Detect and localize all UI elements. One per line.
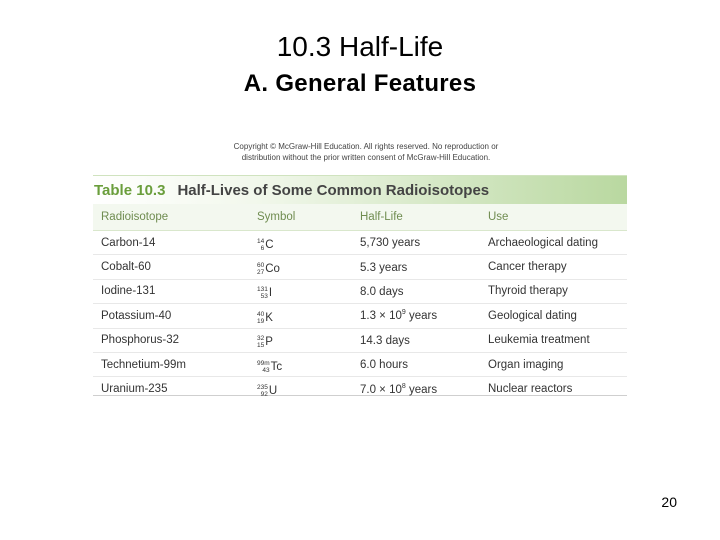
half-life-value bbox=[352, 328, 480, 352]
half-life-exponent: 9 bbox=[401, 309, 406, 317]
half-life-base: 14.3 days bbox=[360, 334, 410, 347]
isotope-use: Geological dating bbox=[480, 304, 627, 328]
isotope-name: Phosphorus-32 bbox=[93, 328, 249, 352]
half-life-value bbox=[352, 231, 480, 255]
mass-number: 131 bbox=[257, 286, 268, 294]
isotope-symbol bbox=[249, 377, 352, 401]
mass-number: 14 bbox=[257, 237, 265, 245]
isotope-symbol bbox=[249, 328, 352, 352]
isotope-use: Organ imaging bbox=[480, 352, 627, 376]
table-number: Table 10.3 bbox=[94, 181, 166, 199]
copyright-line: distribution without the prior written consent of McGraw-Hill Education. bbox=[241, 153, 491, 162]
table-row bbox=[93, 231, 627, 255]
half-life-base: 8.0 days bbox=[360, 285, 404, 298]
isotope-name: Potassium-40 bbox=[93, 304, 249, 328]
isotope-name: Cobalt-60 bbox=[93, 255, 249, 279]
isotope-use: Nuclear reactors bbox=[488, 383, 573, 396]
isotope-use: Cancer therapy bbox=[480, 255, 627, 279]
half-life-base: 5.3 years bbox=[360, 261, 408, 274]
mass-number: 235 bbox=[257, 384, 268, 392]
isotope-symbol bbox=[249, 304, 352, 328]
table-caption bbox=[93, 175, 627, 204]
slide-title: 10.3 Half-Life bbox=[276, 31, 444, 62]
atomic-number: 27 bbox=[257, 269, 265, 277]
atomic-number: 92 bbox=[260, 391, 268, 399]
element-symbol: U bbox=[268, 385, 278, 398]
table-header-row bbox=[93, 204, 627, 231]
table-row bbox=[93, 255, 627, 279]
element-symbol: Tc bbox=[270, 360, 283, 373]
atomic-number: 15 bbox=[257, 342, 265, 350]
table-row bbox=[93, 352, 627, 376]
half-life-unit: years bbox=[405, 383, 438, 396]
half-life-base: 1.3 × 10 bbox=[360, 310, 402, 323]
table-row bbox=[93, 304, 627, 328]
column-header: Half-Life bbox=[352, 204, 480, 231]
element-symbol: Co bbox=[265, 263, 280, 276]
copyright-line: Copyright © McGraw-Hill Education. All rights reserved. No reproduction or bbox=[233, 142, 499, 151]
isotope-name: Uranium-235 bbox=[101, 383, 168, 396]
isotope-symbol bbox=[249, 231, 352, 255]
atomic-number: 19 bbox=[257, 317, 265, 325]
element-symbol: I bbox=[268, 287, 273, 300]
table-title: Half-Lives of Some Common Radioisotopes bbox=[177, 181, 490, 199]
isotope-name: Technetium-99m bbox=[93, 352, 249, 376]
half-life-unit: years bbox=[405, 310, 438, 323]
table-row bbox=[93, 377, 627, 401]
isotope-symbol bbox=[249, 255, 352, 279]
element-symbol: P bbox=[265, 336, 273, 349]
page-number: 20 bbox=[661, 494, 677, 510]
column-header: Symbol bbox=[249, 204, 352, 231]
half-life-base: 5,730 years bbox=[360, 237, 421, 250]
copyright-notice bbox=[216, 141, 516, 163]
atomic-number: 43 bbox=[262, 366, 270, 374]
element-symbol: K bbox=[265, 311, 273, 324]
isotope-name: Carbon-14 bbox=[93, 231, 249, 255]
atomic-number: 6 bbox=[260, 244, 265, 252]
table-row bbox=[93, 328, 627, 352]
mass-number: 40 bbox=[257, 310, 265, 318]
column-header: Radioisotope bbox=[93, 204, 249, 231]
slide-subtitle: A. General Features bbox=[243, 70, 477, 97]
isotope-name: Iodine-131 bbox=[93, 279, 249, 303]
isotope-symbol bbox=[249, 279, 352, 303]
isotope-use: Archaeological dating bbox=[480, 231, 627, 255]
half-life-base: 7.0 × 10 bbox=[360, 383, 402, 396]
mass-number: 60 bbox=[257, 262, 265, 270]
table-row bbox=[93, 279, 627, 303]
radioisotope-table bbox=[93, 204, 627, 401]
column-header: Use bbox=[480, 204, 627, 231]
atomic-number: 53 bbox=[260, 293, 268, 301]
isotope-use: Thyroid therapy bbox=[480, 279, 627, 303]
half-life-value bbox=[352, 377, 480, 401]
half-life-value bbox=[352, 304, 480, 328]
half-life-value bbox=[352, 279, 480, 303]
half-life-value bbox=[352, 255, 480, 279]
mass-number: 32 bbox=[257, 335, 265, 343]
isotope-use: Leukemia treatment bbox=[480, 328, 627, 352]
isotope-symbol bbox=[249, 352, 352, 376]
element-symbol: C bbox=[265, 238, 274, 251]
mass-number: 99m bbox=[257, 359, 270, 367]
half-life-exponent: 8 bbox=[401, 382, 406, 390]
half-life-value bbox=[352, 352, 480, 376]
half-life-table bbox=[93, 175, 627, 399]
half-life-base: 6.0 hours bbox=[360, 359, 408, 372]
